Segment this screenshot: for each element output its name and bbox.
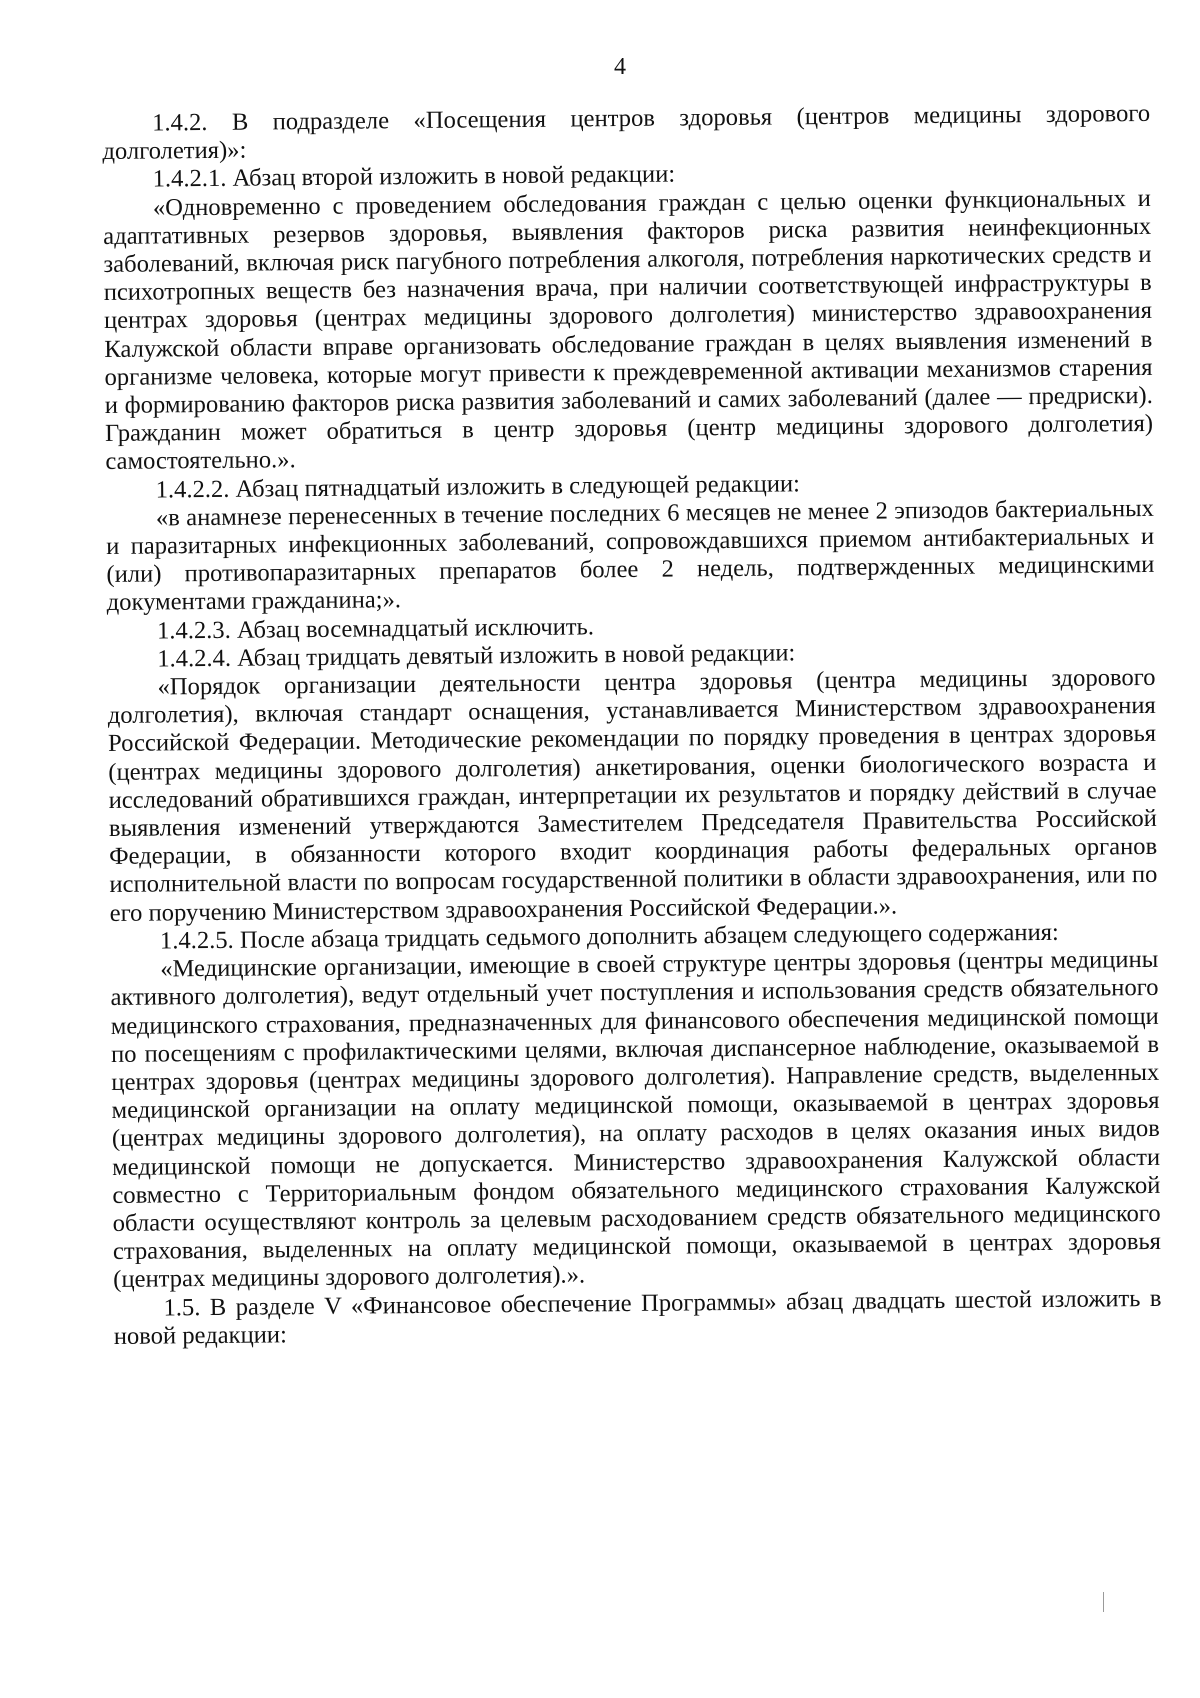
- paragraph-1-4-2-3: 1.4.2.3. Абзац восемнадцатый исключить.: [156, 612, 595, 645]
- scan-artifact: [1103, 1592, 1104, 1612]
- quoted-paragraph-thirty-ninth: «Порядок организации деятельности центра здоровья (центра медицины здорового долголетия), включая стандарт оснащения, устанавливается Министерством здравоохранения Российской Федерации. Методические рекомендации по порядку проведения в центрах здоровья (центрах медицины здорового долголетия) анкетирования, оценки биологического возраста и исследований обратившихся граждан, интерпретации их результатов и порядку действий в случае выявления изменений утверждаются Заместителем Председателя Правительства Российской Федерации, в обязанности которого входит координация работы федеральных органов исполнительной власти по вопросам государственной политики в области здравоохранения, или по его поручению Министерством здравоохранения Российской Федерации.».: [107, 663, 1158, 927]
- paragraph-1-4-2-2: 1.4.2.2. Абзац пятнадцатый изложить в следующей редакции:: [155, 469, 801, 504]
- quoted-paragraph-second: «Одновременно с проведением обследования граждан с целью оценки функциональных и адаптативных резервов здоровья, выявления факторов риска развития неинфекционных заболеваний, включая риск пагубного потребления алкоголя, потребления наркотических средств и психотропных веществ без назначения врача, при наличии соответствующей инфраструктуры в центрах здоровья (центрах медицины здорового долголетия) министерство здравоохранения Калужской области вправе организовать обследование граждан в целях выявления изменений в организме человека, которые могут привести к преждевременной активации механизмов старения и формированию факторов риска развития заболеваний и самих заболеваний (далее — предриски). Гражданин может обратиться в центр здоровья (центр медицины здорового долголетия) самостоятельно.».: [103, 184, 1154, 476]
- quoted-paragraph-fifteenth: «в анамнезе перенесенных в течение последних 6 месяцев не менее 2 эпизодов бактериальных и паразитарных инфекционных заболеваний, сопровождавшихся приемом антибактериальных и (или) противопаразитарных препаратов более 2 недель, подтвержденных медицинскими документами гражданина;».: [106, 494, 1155, 617]
- paragraph-1-5: 1.5. В разделе V «Финансовое обеспечение Программы» абзац двадцать шестой изложить в новой редакции:: [113, 1284, 1162, 1350]
- paragraph-1-4-2-5: 1.4.2.5. После абзаца тридцать седьмого дополнить абзацем следующего содержания:: [159, 918, 1059, 955]
- paragraph-1-4-2-1: 1.4.2.1. Абзац второй изложить в новой редакции:: [152, 160, 676, 193]
- document-body: [102, 100, 1162, 1351]
- paragraph-1-4-2-4: 1.4.2.4. Абзац тридцать девятый изложить в новой редакции:: [157, 639, 796, 673]
- page-number: 4: [614, 54, 626, 80]
- paragraph-1-4-2: 1.4.2. В подразделе «Посещения центров здоровья (центров медицины здорового долголетия)»:: [102, 99, 1151, 166]
- quoted-paragraph-added: «Медицинские организации, имеющие в своей структуре центры здоровья (центры медицины активного долголетия), ведут отдельный учет поступления и использования средств обязательного медицинского страхования, предназначенных для финансового обеспечения медицинской помощи по посещениям с профилактическими целями, включая диспансерное наблюдение, оказываемой в центрах здоровья (центрах медицины здорового долголетия). Направление средств, выделенных медицинской организации на оплату медицинской помощи, оказываемой в центрах здоровья (центрах медицины здорового долголетия), на оплату расходов в целях оказания иных видов медицинской помощи не допускается. Министерство здравоохранения Калужской области совместно с Территориальным фондом обязательного медицинского страхования Калужской области осуществляют контроль за целевым расходованием средств обязательного медицинского страхования, выделенных на оплату медицинской помощи, оказываемой в центрах здоровья (центрах медицины здорового долголетия).».: [110, 945, 1162, 1294]
